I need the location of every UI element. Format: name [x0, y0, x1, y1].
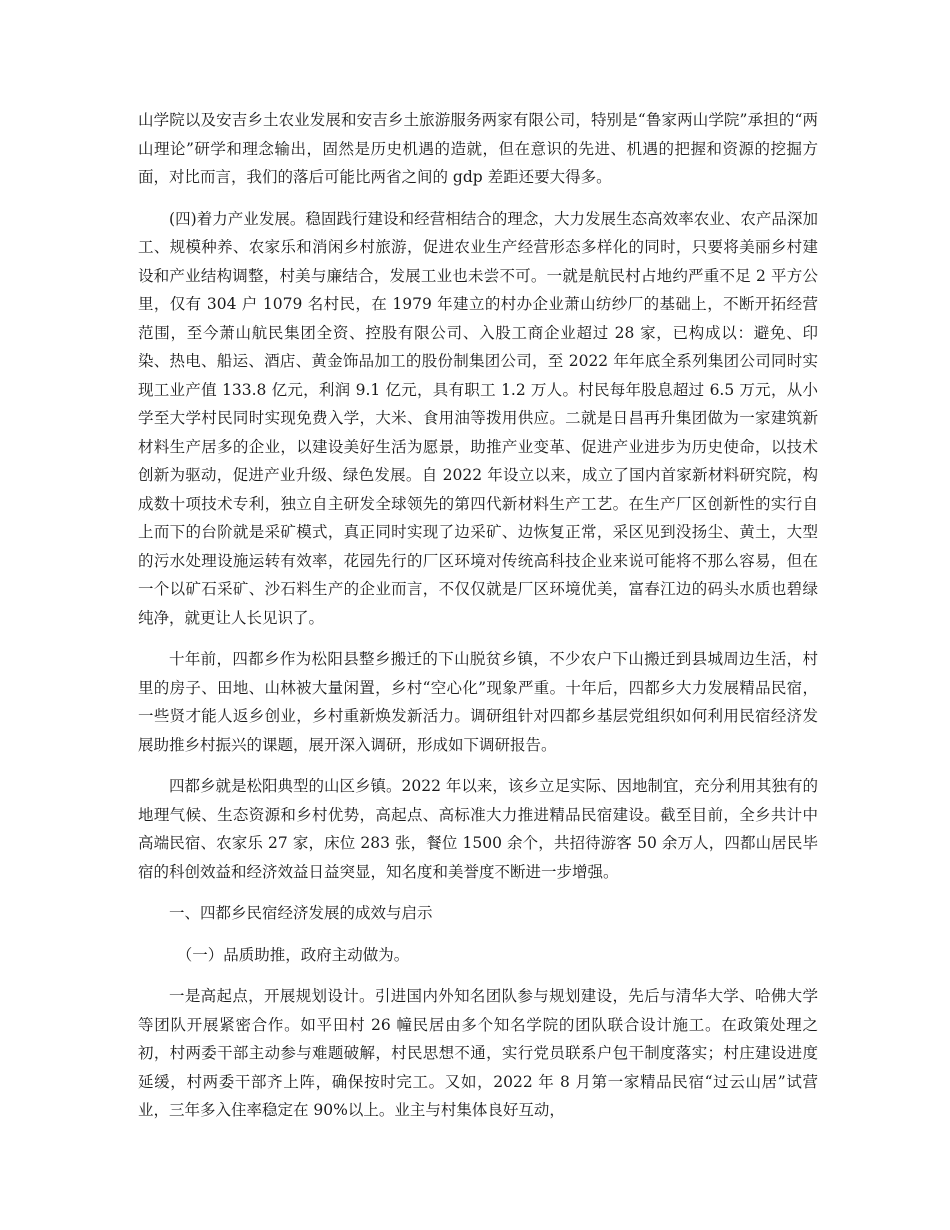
- paragraph-sidu-background: 十年前，四都乡作为松阳县整乡搬迁的下山脱贫乡镇，不少农户下山搬迁到县城周边生活，村里的房子、田地、山林被大量闲置，乡村“空心化”现象严重。十年后，四都乡大力发展精品民宿，一些贤才能人返乡创业，乡村重新焕发新活力。调研组针对四都乡基层党组织如何利用民宿经济发展助推乡村振兴的课题，展开深入调研，形成如下调研报告。: [138, 650, 818, 754]
- section-heading: 一、四都乡民宿经济发展的成效与启示: [169, 904, 433, 922]
- subsection-heading: （一）品质助推，政府主动做为。: [176, 945, 410, 964]
- paragraph-planning-design: 一是高起点，开展规划设计。引进国内外知名团队参与规划建设，先后与清华大学、哈佛大学等团队开展紧密合作。如平田村 26 幢民居由多个知名学院的团队联合设计施工。在政策处理之初，村两委干部主动参与难题破解，村民思想不通，实行党员联系户包干制度落实；村庄建设进度延缓，村两委干部齐上阵，确保按时完工。又如，2022 年 8 月第一家精品民宿“过云山居”试营业，三年多入住率稳定在 90%以上。业主与村集体良好互动，: [138, 987, 818, 1119]
- paragraph-sidu-overview: 四都乡就是松阳典型的山区乡镇。2022 年以来，该乡立足实际、因地制宜，充分利用其独有的地理气候、生态资源和乡村优势，高起点、高标准大力推进精品民宿建设。截至目前，全乡共计中高端民宿、农家乐 27 家，床位 283 张，餐位 1500 余个，共招待游客 50 余万人，四都山居民毕宿的科创效益和经济效益日益突显，知名度和美誉度不断进一步增强。: [138, 777, 818, 881]
- document-page: [138, 106, 818, 1125]
- paragraph-industry-development: (四)着力产业发展。稳固践行建设和经营相结合的理念，大力发展生态高效率农业、农产品深加工、规模种养、农家乐和消闲乡村旅游，促进农业生产经营形态多样化的同时，只要将美丽乡村建设和产业结构调整，村美与廉结合，发展工业也未尝不可。一就是航民村占地约严重不足 2 平方公里，仅有 304 户 1079 名村民，在 1979 年建立的村办企业萧山纺纱厂的基础上，不断开拓经营范围，至今萧山航民集团全资、控股有限公司、入股工商企业超过 28 家，已构成以：避免、印染、热电、船运、酒店、黄金饰品加工的股份制集团公司，至 2022 年年底全系列集团公司同时实现工业产值 133.8 亿元，利润 9.1 亿元，具有职工 1.2 万人。村民每年股息超过 6.5 万元，从小学至大学村民同时实现免费入学，大米、食用油等拨用供应。二就是日昌再升集团做为一家建筑新材料生产居多的企业，以建设美好生活为愿景，助推产业变革、促进产业进步为历史使命，以技术创新为驱动，促进产业升级、绿色发展。自 2022 年设立以来，成立了国内首家新材料研究院，构成数十项技术专利，独立自主研发全球领先的第四代新材料生产工艺。在生产厂区创新性的实行自上而下的台阶就是采矿模式，真正同时实现了边采矿、边恢复正常，采区见到没扬尘、黄土，大型的污水处理设施运转有效率，花园先行的厂区环境对传统高科技企业来说可能将不那么容易，但在一个以矿石采矿、沙石料生产的企业而言，不仅仅就是厂区环境优美，富春江边的码头水质也碧绿纯净，就更让人长见识了。: [138, 209, 818, 627]
- paragraph-continuation: 山学院以及安吉乡土农业发展和安吉乡土旅游服务两家有限公司，特别是“鲁家两山学院”承担的“两山理论”研学和理念输出，固然是历史机遇的造就，但在意识的先进、机遇的把握和资源的挖掘方面，对比而言，我们的落后可能比两省之间的 gdp 差距还要大得多。: [138, 111, 818, 186]
